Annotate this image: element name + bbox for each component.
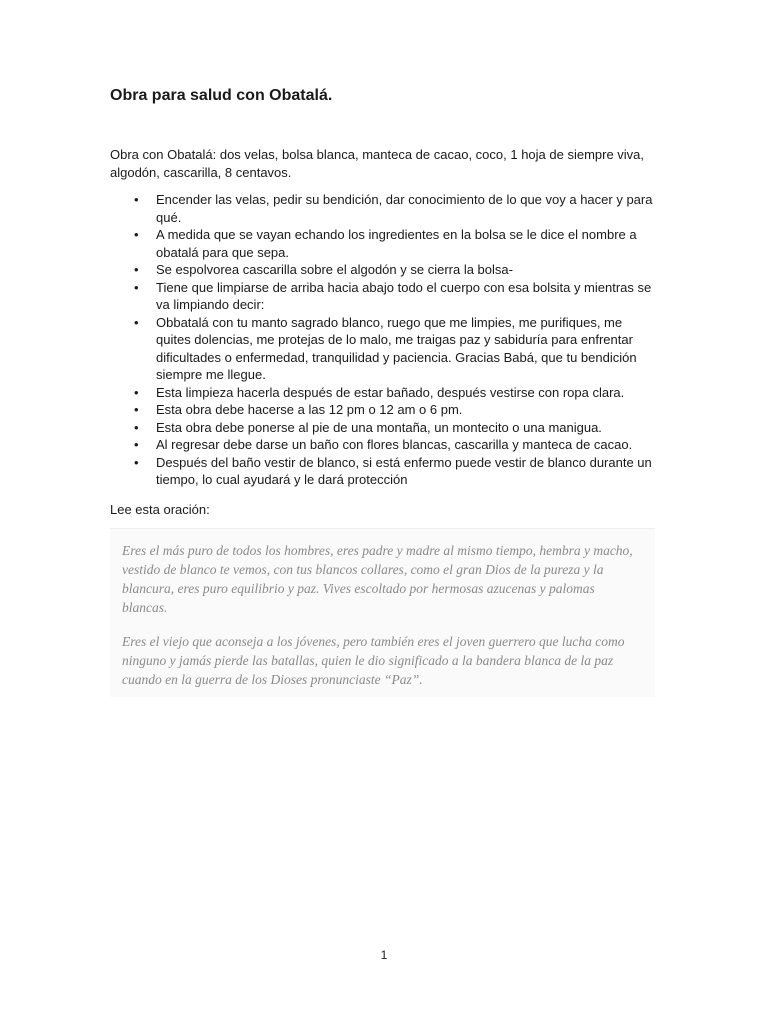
prayer-paragraph-2: Eres el viejo que aconseja a los jóvenes, pero también eres el joven guerrero que lucha como ninguno y jamás pierde las batallas, quien le dio significado a la bandera blanca de la paz cuando en la guerra de los Dioses pronunciaste “Paz”. xyxy=(122,634,625,687)
bullet-icon: • xyxy=(134,437,139,452)
step-text: A medida que se vayan echando los ingredientes en la bolsa se le dice el nombre a obatalá para que sepa. xyxy=(156,227,637,260)
bullet-icon: • xyxy=(134,384,139,400)
list-item xyxy=(110,419,655,437)
page-number: 1 xyxy=(380,948,388,962)
document-body xyxy=(110,86,655,697)
bullet-icon: • xyxy=(134,419,139,435)
list-item xyxy=(110,314,655,384)
step-text: Se espolvorea cascarilla sobre el algodón y se cierra la bolsa- xyxy=(156,262,513,277)
list-item xyxy=(110,261,655,279)
steps-list xyxy=(110,191,655,489)
bullet-icon: • xyxy=(134,192,139,207)
prayer-lead: Lee esta oración: xyxy=(110,501,210,517)
bullet-icon: • xyxy=(134,262,139,277)
bullet-icon: • xyxy=(134,454,139,470)
bullet-icon: • xyxy=(134,227,139,242)
prayer-quote-image xyxy=(110,528,655,697)
intro-paragraph: Obra con Obatalá: dos velas, bolsa blanca, manteca de cacao, coco, 1 hoja de siempre viva, algodón, cascarilla, 8 centavos. xyxy=(110,147,645,180)
document-title: Obra para salud con Obatalá. xyxy=(110,87,333,104)
list-item xyxy=(110,454,655,489)
step-text: Esta obra debe hacerse a las 12 pm o 12 am o 6 pm. xyxy=(156,402,463,417)
step-text: Al regresar debe darse un baño con flores blancas, cascarilla y manteca de cacao. xyxy=(156,437,633,452)
bullet-icon: • xyxy=(134,402,139,417)
bullet-icon: • xyxy=(134,279,139,295)
step-text: Obbatalá con tu manto sagrado blanco, ruego que me limpies, me purifiques, me quites dolencias, me protejas de lo malo, me traigas paz y sabiduría para enfrentar dificultades o enfermedad, tranquilidad y paciencia. Gracias Babá, que tu bendición siempre me llegue. xyxy=(156,314,637,382)
list-item xyxy=(110,436,655,454)
step-text: Después del baño vestir de blanco, si está enfermo puede vestir de blanco durante un tiempo, lo cual ayudará y le dará protección xyxy=(156,454,652,487)
list-item xyxy=(110,401,655,419)
bullet-icon: • xyxy=(134,314,139,330)
step-text: Tiene que limpiarse de arriba hacia abajo todo el cuerpo con esa bolsita y mientras se va limpiando decir: xyxy=(156,279,652,312)
list-item xyxy=(110,279,655,314)
step-text: Encender las velas, pedir su bendición, dar conocimiento de lo que voy a hacer y para qué. xyxy=(156,192,653,225)
list-item xyxy=(110,226,655,261)
list-item xyxy=(110,384,655,402)
step-text: Esta limpieza hacerla después de estar bañado, después vestirse con ropa clara. xyxy=(156,384,625,400)
step-text: Esta obra debe ponerse al pie de una montaña, un montecito o una manigua. xyxy=(156,419,602,435)
prayer-paragraph-1: Eres el más puro de todos los hombres, eres padre y madre al mismo tiempo, hembra y macho, vestido de blanco te vemos, con tus blancos collares, como el gran Dios de la pureza y la blancura, eres puro equilibrio y paz. Vives escoltado por hermosas azucenas y palomas blancas. xyxy=(122,543,633,615)
list-item xyxy=(110,191,655,226)
